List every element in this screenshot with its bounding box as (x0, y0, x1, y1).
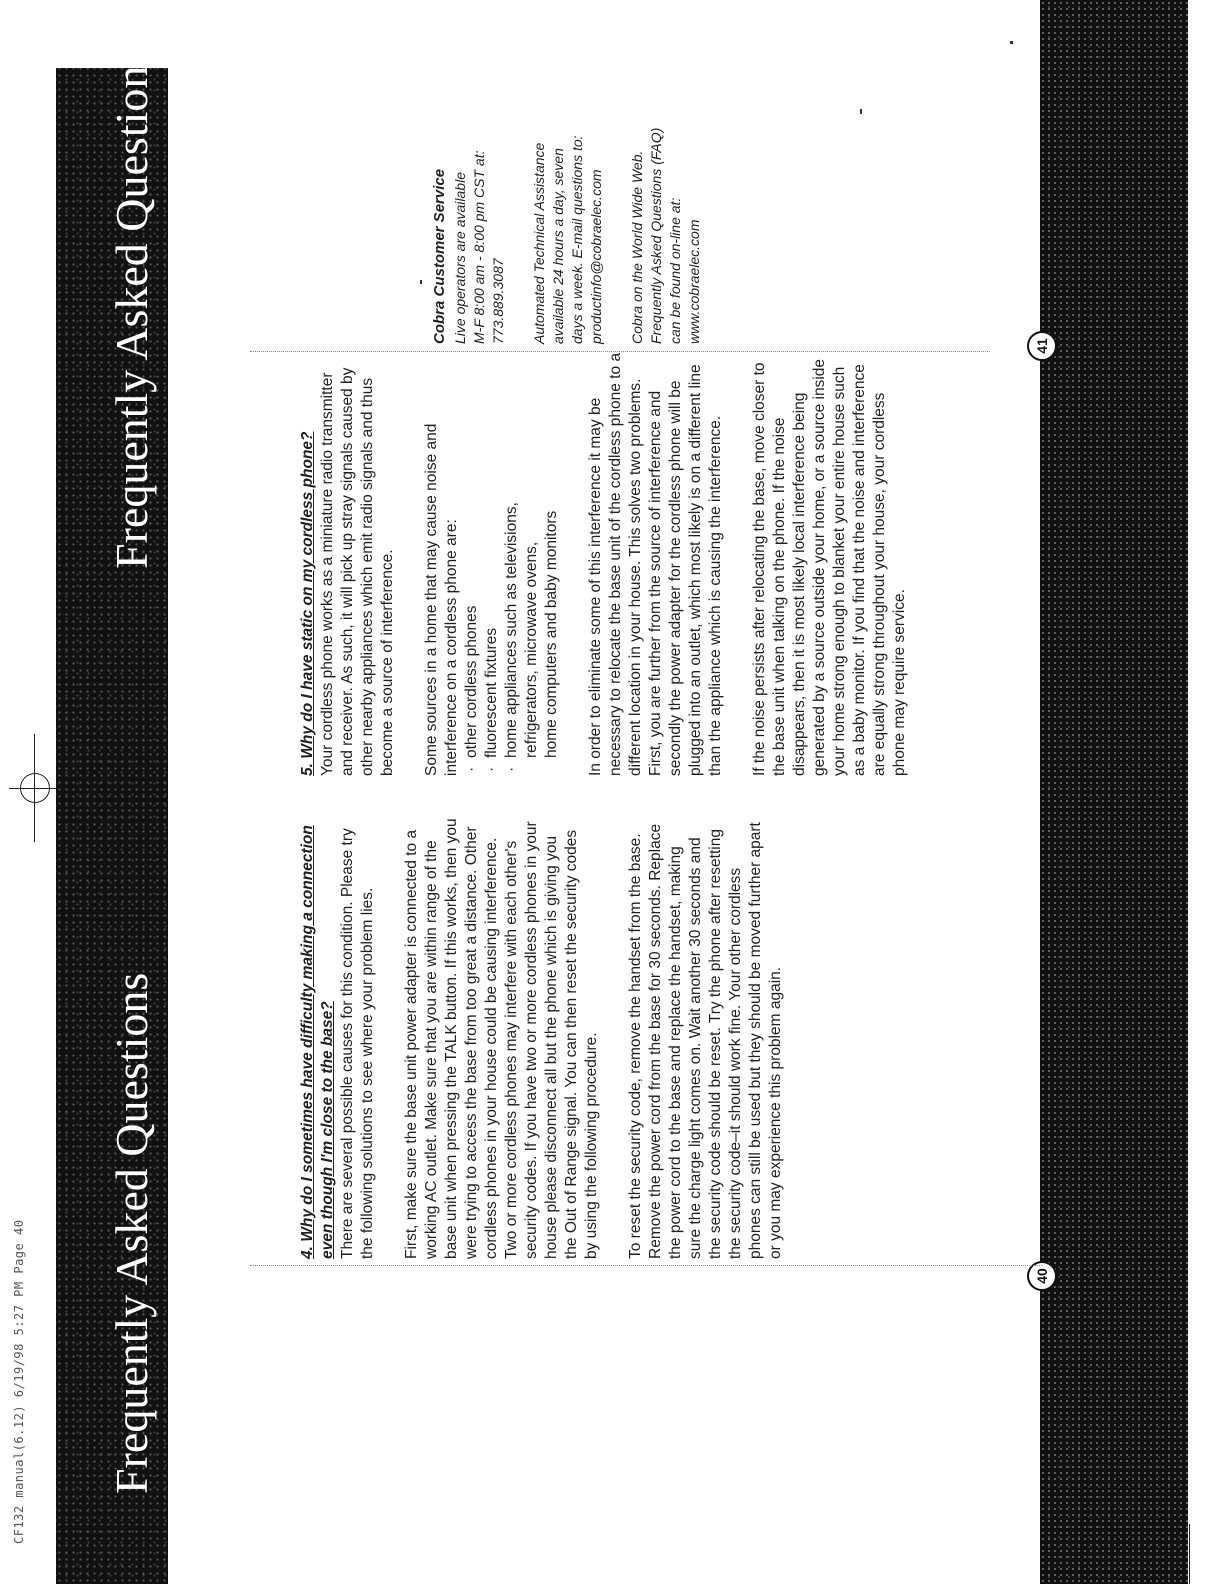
paragraph: If the noise persists after relocating the base, move closer to the base unit when talking on the phone. If the noise disappears, then it is most likely local interference being generated by a source outside your home, or a source inside your home strong enough to blanket your entire house such as a baby monitor. If you find that the noise and interference are equally strong throughout your house, your cordless phone may require service. (751, 358, 908, 776)
scan-speck (420, 280, 422, 284)
question-heading: 4. Why do I sometimes have difficulty making a connection even though I'm close to the base? (299, 825, 336, 1259)
info-line: Live operators are available (452, 172, 468, 344)
list-item: · other cordless phones (462, 348, 482, 776)
list-item: · fluorescent fixtures (482, 348, 502, 776)
email-address: productinfo@cobraelec.com (588, 169, 604, 344)
faq-question-4 (298, 813, 810, 1259)
info-line: Frequently Asked Questions (FAQ) (648, 127, 664, 344)
website-address: www.cobraelec.com (686, 219, 702, 344)
header-banner (56, 47, 168, 1584)
list-item: · home appliances such as televisions, (502, 348, 522, 776)
scan-speck (1010, 41, 1013, 44)
page-number-left: 40 (1027, 1261, 1057, 1291)
paragraph: Some sources in a home that may cause noise and interference on a cordless phone are: (423, 423, 460, 776)
list-item-continued: home computers and baby monitors (543, 510, 560, 758)
right-page-title: Frequently Asked Questions (106, 47, 157, 569)
footer-band (1040, 0, 1188, 1584)
list-item-continued: refrigerators, microwave ovens, (523, 541, 540, 758)
paragraph: Your cordless phone works as a miniature radio transmitter and receiver. As such, it will pick up stray signals caused by other nearby appliances which emit radio signals and thus become a source of interference. (319, 367, 396, 776)
column-rule (250, 1264, 1042, 1266)
live-operators-info (451, 44, 508, 344)
info-line: Cobra on the World Wide Web. (629, 150, 645, 344)
paragraph: First, make sure the base unit power adapter is connected to a working AC outlet. Make sure that you are within range of the base unit when pressing the TALK button. If this works, then you were trying to access the base from too great a distance. Other cordless phones in your house could be causing interference. Two or more cordless phones may interfere with each other's security codes. If you have two or more cordless phones in your house please disconnect all but the phone which is giving you the Out of Range signal. You can then reset the security codes by using the following procedure. (403, 818, 600, 1259)
paragraph: To reset the security code, remove the handset from the base. Remove the power cord from the base for 30 seconds. Replace the power cord to the base and replace the handset, making sure the charge light comes on. Wait another 30 seconds and the security code should be reset. Try the phone after resetting the security code–it should work fine. Your other cordless phones can still be used but they should be moved further apart or you may experience this problem again. (627, 822, 784, 1259)
question-heading: 5. Why do I have static on my cordless phone? (299, 431, 316, 776)
scan-header: CF132 manual(6.12) 6/19/98 5:27 PM Page 40 (12, 1219, 26, 1544)
left-page-title: Frequently Asked Questions (106, 972, 157, 1494)
customer-service-heading: Cobra Customer Service (431, 168, 448, 344)
info-line: M-F 8:00 am - 8:00 pm CST at: (471, 150, 487, 344)
info-line: available 24 hours a day, seven (550, 148, 566, 344)
info-line: Automated Technical Assistance (531, 142, 547, 344)
paragraph: In order to eliminate some of this interference it may be necessary to relocate the base unit of the cordless phone to a different location in your house. This solves two problems. First, you are further from the source of interference and secondly the power adapter for the cordless phone will be plugged into an outlet, which most likely is on a different line than the appliance which is causing the interference. (587, 352, 724, 776)
faq-question-5 (298, 348, 934, 776)
page-number-right: 41 (1027, 331, 1057, 361)
phone-number: 773.889.3087 (490, 258, 506, 344)
web-info (628, 44, 704, 344)
interference-sources-list (462, 348, 562, 776)
registration-mark (20, 773, 50, 803)
crop-mark (1189, 1524, 1190, 1584)
info-line: can be found on-line at: (667, 197, 683, 344)
customer-service-box (430, 44, 726, 344)
automated-assistance-info (530, 44, 606, 344)
info-line: days a week. E-mail questions to: (569, 135, 585, 344)
scan-speck (860, 109, 862, 114)
paragraph: There are several possible causes for this condition. Please try the following solutions to see where your problem lies. (339, 828, 376, 1259)
